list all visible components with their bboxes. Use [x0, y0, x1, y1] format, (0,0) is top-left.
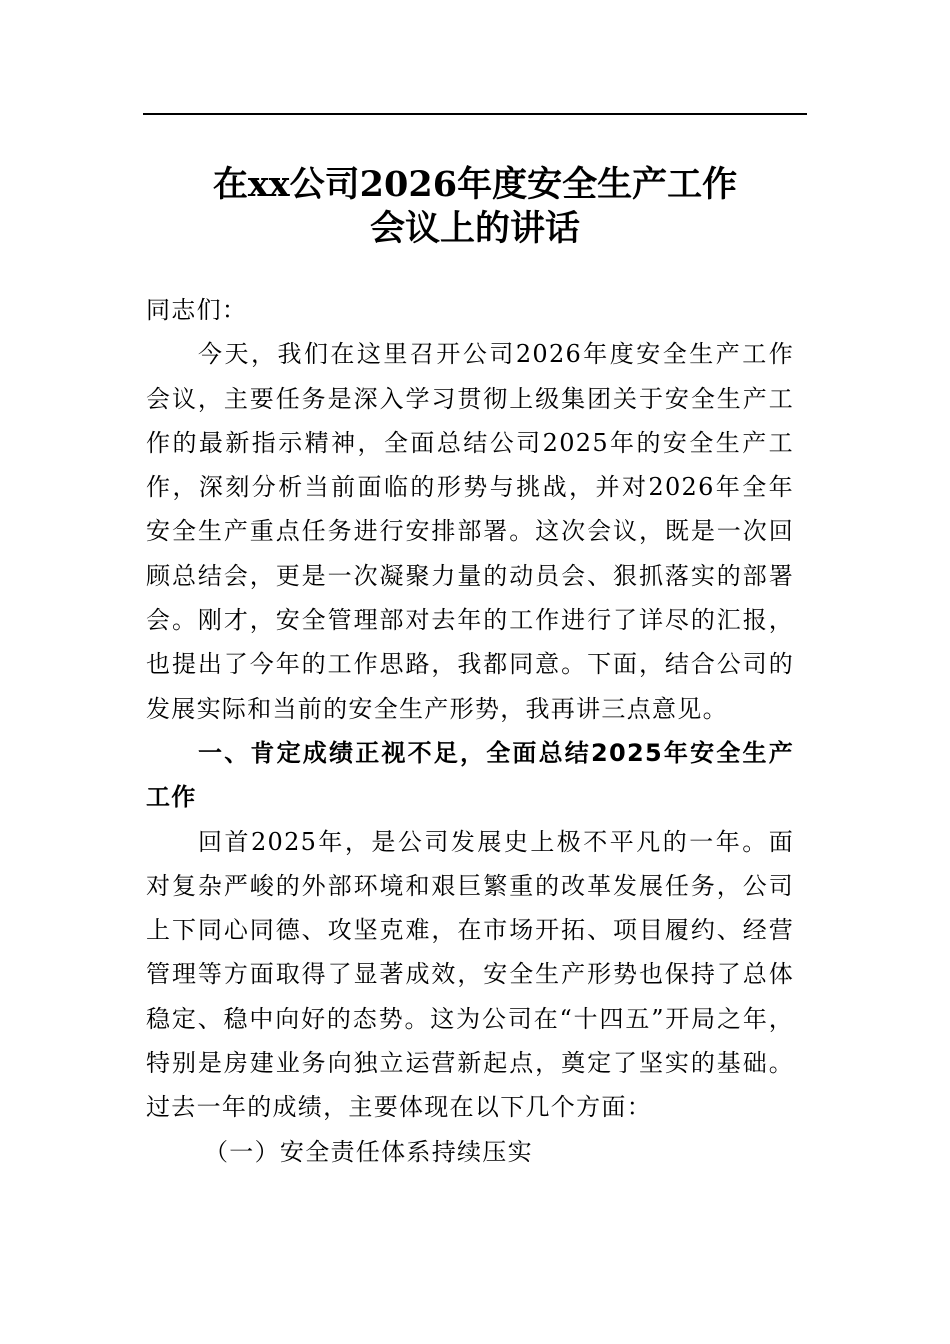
subsection-heading-1: （一）安全责任体系持续压实 — [204, 1137, 533, 1166]
title-line-1: 在xx公司2026年度安全生产工作 — [212, 164, 738, 205]
header-rule — [143, 113, 807, 115]
document-body — [146, 288, 794, 1174]
paragraph-review: 回首2025年，是公司发展史上极不平凡的一年。面对复杂严峻的外部环境和艰巨繁重的改革发展任务，公司上下同心同德、攻坚克难，在市场开拓、项目履约、经营管理等方面取得了显著成效，安全生产形势也保持了总体稳定、稳中向好的态势。这为公司在“十四五”开局之年，特别是房建业务向独立运营新起点，奠定了坚实的基础。过去一年的成绩，主要体现在以下几个方面： — [146, 827, 794, 1122]
section-heading-1: 一、肯定成绩正视不足，全面总结2025年安全生产工作 — [146, 738, 794, 812]
salutation: 同志们： — [146, 296, 248, 324]
paragraph-intro: 今天，我们在这里召开公司2026年度安全生产工作会议，主要任务是深入学习贯彻上级集团关于安全生产工作的最新指示精神，全面总结公司2025年的安全生产工作，深刻分析当前面临的形势与挑战，并对2026年全年安全生产重点任务进行安排部署。这次会议，既是一次回顾总结会，更是一次凝聚力量的动员会、狠抓落实的部署会。刚才，安全管理部对去年的工作进行了详尽的汇报，也提出了今年的工作思路，我都同意。下面，结合公司的发展实际和当前的安全生产形势，我再讲三点意见。 — [146, 340, 794, 723]
title-line-2: 会议上的讲话 — [369, 208, 580, 249]
document-title — [143, 163, 807, 251]
